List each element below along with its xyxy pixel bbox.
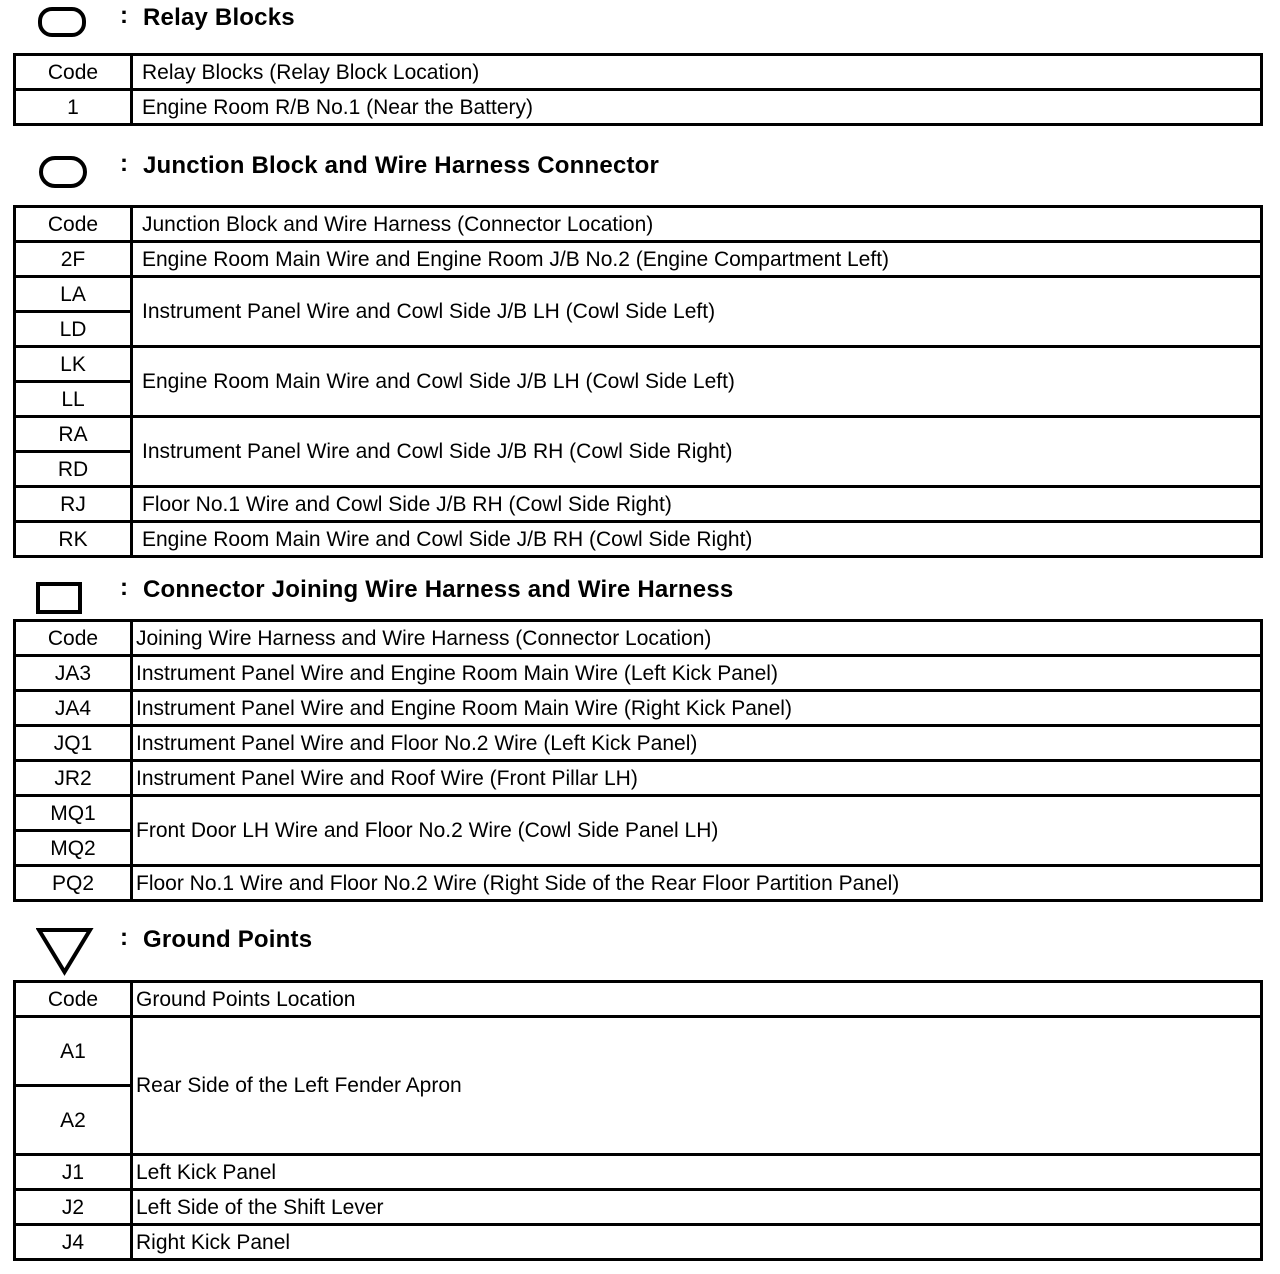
location-cell: Instrument Panel Wire and Engine Room Main Wire (Right Kick Panel) [132, 691, 1262, 726]
code-cell: J4 [15, 1225, 132, 1260]
section-relay-blocks [0, 0, 1280, 119]
table-header-row [15, 55, 1262, 90]
square-icon [36, 576, 86, 616]
section-title: Ground Points [143, 926, 313, 953]
code-cell: RJ [15, 487, 132, 522]
code-cell: RK [15, 522, 132, 557]
location-cell: Engine Room Main Wire and Engine Room J/B No.2 (Engine Compartment Left) [132, 242, 1262, 277]
triangle-down-icon [36, 926, 96, 978]
code-cell: A2 [15, 1086, 132, 1155]
table-header-row [15, 207, 1262, 242]
code-cell: A1 [15, 1017, 132, 1086]
location-header: Junction Block and Wire Harness (Connector Location) [132, 207, 1262, 242]
code-cell: MQ2 [15, 831, 132, 866]
location-header: Relay Blocks (Relay Block Location) [132, 55, 1262, 90]
code-cell: 1 [15, 90, 132, 125]
oval-icon [36, 152, 92, 192]
location-cell: Engine Room Main Wire and Cowl Side J/B RH (Cowl Side Right) [132, 522, 1262, 557]
code-cell: RA [15, 417, 132, 452]
section-header [0, 0, 1280, 40]
code-cell: J2 [15, 1190, 132, 1225]
table-row [15, 417, 1262, 452]
table-row [15, 522, 1262, 557]
section-header [0, 572, 1280, 612]
section-colon: : [120, 574, 128, 601]
section-title: Relay Blocks [143, 4, 295, 31]
code-cell: JR2 [15, 761, 132, 796]
section-header [0, 922, 1280, 962]
section-title: Connector Joining Wire Harness and Wire Harness [143, 576, 734, 603]
connector-joining-table [13, 619, 1263, 902]
table-row [15, 1155, 1262, 1190]
code-header: Code [15, 207, 132, 242]
location-cell: Instrument Panel Wire and Cowl Side J/B RH (Cowl Side Right) [132, 417, 1262, 487]
location-header: Ground Points Location [132, 982, 1262, 1017]
location-cell: Instrument Panel Wire and Engine Room Main Wire (Left Kick Panel) [132, 656, 1262, 691]
relay-blocks-table [13, 53, 1263, 126]
table-header-row [15, 621, 1262, 656]
code-cell: MQ1 [15, 796, 132, 831]
code-cell: LL [15, 382, 132, 417]
section-colon: : [120, 150, 128, 177]
table-row [15, 691, 1262, 726]
location-cell: Floor No.1 Wire and Floor No.2 Wire (Right Side of the Rear Floor Partition Panel) [132, 866, 1262, 901]
code-cell: LD [15, 312, 132, 347]
table-row [15, 1017, 1262, 1086]
code-cell: JA3 [15, 656, 132, 691]
code-cell: 2F [15, 242, 132, 277]
section-connector-joining [0, 572, 1280, 895]
code-header: Code [15, 621, 132, 656]
code-cell: JQ1 [15, 726, 132, 761]
section-junction-block [0, 148, 1280, 551]
section-colon: : [120, 924, 128, 951]
ground-points-table [13, 980, 1263, 1261]
table-header-row [15, 982, 1262, 1017]
table-row [15, 656, 1262, 691]
location-cell: Instrument Panel Wire and Cowl Side J/B LH (Cowl Side Left) [132, 277, 1262, 347]
table-row [15, 726, 1262, 761]
code-cell: LA [15, 277, 132, 312]
table-row [15, 242, 1262, 277]
location-cell: Right Kick Panel [132, 1225, 1262, 1260]
section-colon: : [120, 2, 128, 29]
location-cell: Instrument Panel Wire and Roof Wire (Front Pillar LH) [132, 761, 1262, 796]
table-row [15, 90, 1262, 125]
code-cell: LK [15, 347, 132, 382]
location-cell: Front Door LH Wire and Floor No.2 Wire (Cowl Side Panel LH) [132, 796, 1262, 866]
table-row [15, 796, 1262, 831]
code-header: Code [15, 982, 132, 1017]
location-cell: Engine Room R/B No.1 (Near the Battery) [132, 90, 1262, 125]
code-cell: J1 [15, 1155, 132, 1190]
table-row [15, 277, 1262, 312]
section-title: Junction Block and Wire Harness Connector [143, 152, 660, 179]
location-cell: Rear Side of the Left Fender Apron [132, 1017, 1262, 1155]
code-cell: PQ2 [15, 866, 132, 901]
table-row [15, 866, 1262, 901]
table-row [15, 761, 1262, 796]
code-header: Code [15, 55, 132, 90]
rounded-rect-icon [36, 4, 88, 40]
location-cell: Floor No.1 Wire and Cowl Side J/B RH (Cowl Side Right) [132, 487, 1262, 522]
junction-block-table [13, 205, 1263, 558]
table-row [15, 487, 1262, 522]
location-cell: Instrument Panel Wire and Floor No.2 Wire (Left Kick Panel) [132, 726, 1262, 761]
table-row [15, 1225, 1262, 1260]
code-cell: JA4 [15, 691, 132, 726]
location-cell: Left Kick Panel [132, 1155, 1262, 1190]
code-cell: RD [15, 452, 132, 487]
section-header [0, 148, 1280, 188]
section-ground-points [0, 922, 1280, 1254]
location-cell: Left Side of the Shift Lever [132, 1190, 1262, 1225]
location-header: Joining Wire Harness and Wire Harness (Connector Location) [132, 621, 1262, 656]
table-row [15, 1190, 1262, 1225]
table-row [15, 347, 1262, 382]
location-cell: Engine Room Main Wire and Cowl Side J/B LH (Cowl Side Left) [132, 347, 1262, 417]
